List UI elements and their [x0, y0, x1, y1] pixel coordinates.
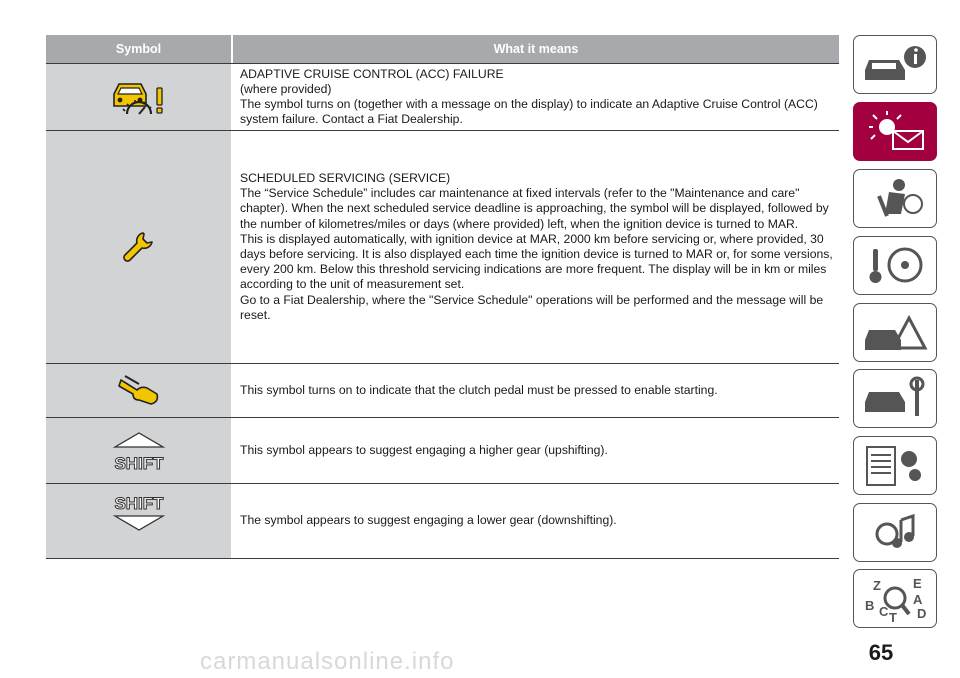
- table-row: [46, 364, 839, 418]
- header-meaning: What it means: [231, 35, 839, 63]
- index-letter: E: [913, 575, 922, 591]
- car-info-icon: [859, 42, 931, 88]
- warning-lights-table: [46, 35, 839, 559]
- tab-multimedia[interactable]: [853, 503, 937, 562]
- emergency-car-icon: [859, 310, 931, 356]
- tab-emergency[interactable]: [853, 303, 937, 362]
- index-letter: D: [917, 605, 927, 621]
- meaning-cell: [231, 484, 839, 558]
- tab-technical-data[interactable]: [853, 436, 937, 495]
- shift-down-icon: [107, 492, 171, 536]
- wrench-icon: [121, 229, 157, 265]
- table-row: [46, 64, 839, 131]
- index-letter: Z: [873, 577, 881, 593]
- symbol-cell: [46, 64, 231, 130]
- shift-up-icon: [107, 430, 171, 474]
- tab-starting-driving[interactable]: [853, 236, 937, 295]
- tab-index[interactable]: [853, 569, 937, 628]
- tab-maintenance[interactable]: [853, 369, 937, 428]
- meaning-cell: [231, 364, 839, 417]
- tab-safety[interactable]: [853, 169, 937, 228]
- clutch-pedal-icon: [117, 372, 161, 408]
- meaning-cell: [231, 418, 839, 483]
- index-letter: C: [879, 603, 889, 619]
- shift-down-label: SHIFT: [113, 494, 164, 513]
- symbol-cell: [46, 364, 231, 417]
- technical-data-icon: [859, 443, 931, 489]
- meaning-text: This symbol appears to suggest engaging a higher gear (upshifting).: [240, 442, 608, 457]
- meaning-text: ADAPTIVE CRUISE CONTROL (ACC) FAILURE (where provided) The symbol turns on (together with a message on the display) to indicate an Adaptive Cruise Control (ACC) system failure. Contact a Fiat Dealership.: [240, 66, 818, 127]
- symbol-cell: [46, 418, 231, 483]
- index-letter: T: [889, 609, 897, 622]
- warning-lights-messages-icon: [859, 109, 931, 155]
- meaning-cell: [231, 131, 839, 363]
- meaning-text: The symbol appears to suggest engaging a lower gear (downshifting).: [240, 513, 617, 528]
- table-row: [46, 418, 839, 484]
- seat-safety-icon: [859, 176, 931, 222]
- symbol-cell: [46, 131, 231, 363]
- shift-up-label: SHIFT: [113, 454, 164, 473]
- steering-key-starting-icon: [859, 243, 931, 289]
- table-row: [46, 131, 839, 364]
- symbol-cell: [46, 484, 231, 558]
- watermark: carmanualsonline.info: [200, 648, 455, 675]
- header-symbol: Symbol: [115, 42, 162, 56]
- index-letter: A: [913, 591, 923, 607]
- car-maintenance-icon: [859, 376, 931, 422]
- acc-failure-icon: [113, 80, 165, 118]
- meaning-cell: [231, 64, 839, 130]
- tab-warning-lights[interactable]: [853, 102, 937, 161]
- page-number: 65: [868, 640, 894, 665]
- tab-car-info[interactable]: [853, 35, 937, 94]
- meaning-text: This symbol turns on to indicate that the clutch pedal must be pressed to enable starting.: [240, 382, 718, 397]
- multimedia-icon: [859, 510, 931, 556]
- table-header: [46, 35, 839, 64]
- index-letter: B: [865, 597, 875, 613]
- table-row: [46, 484, 839, 559]
- index-icon: [859, 576, 931, 622]
- meaning-text: SCHEDULED SERVICING (SERVICE) The “Service Schedule” includes car maintenance at fixed intervals (refer to the "Maintenance and care" chapter). When the next scheduled service deadline is approaching, the symbol will be displayed, followed by the number of kilometres/miles or days (where provided) left, when the ignition device is turned to MAR. This is displayed automatically, with ignition device at MAR, 2000 km before servicing or, where provided, 30 days before servicing. It is also displayed each time the ignition device is turned to MAR or, for some versions, every 200 km. Below this threshold servicing indications are more frequent. The display will be in km or miles according to the unit of measurement set. Go to a Fiat Dealership, where the "Service Schedule" operations will be performed and the message will be reset.: [240, 170, 833, 322]
